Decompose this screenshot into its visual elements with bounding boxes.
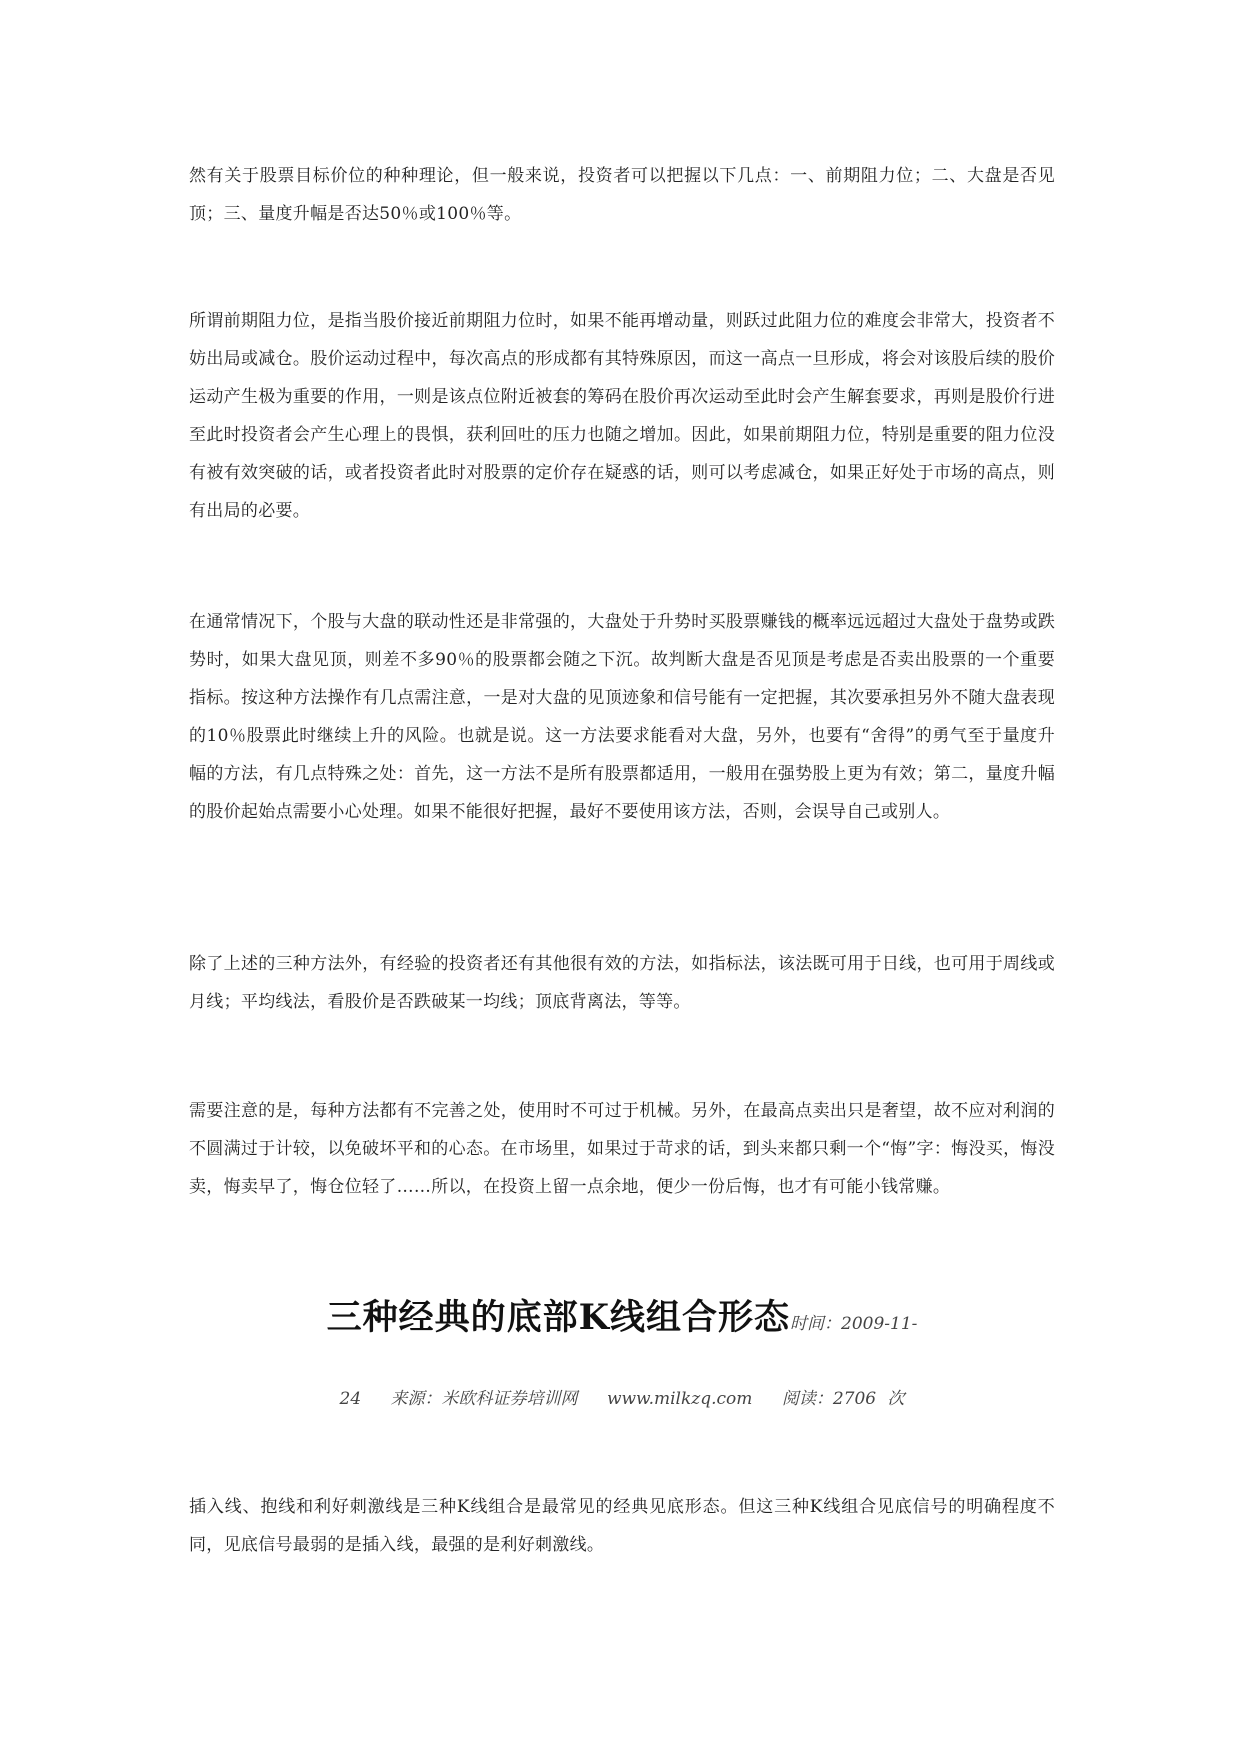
paragraph: 除了上述的三种方法外，有经验的投资者还有其他很有效的方法，如指标法，该法既可用于日线，也可用于周线或月线；平均线法，看股价是否跌破某一均线；顶底背离法，等等。 (189, 954, 1055, 1012)
paragraph: 在通常情况下，个股与大盘的联动性还是非常强的，大盘处于升势时买股票赚钱的概率远远超过大盘处于盘势或跌势时，如果大盘见顶，则差不多90％的股票都会随之下沉。故判断大盘是否见顶是考虑是否卖出股票的一个重要指标。按这种方法操作有几点需注意，一是对大盘的见顶迹象和信号能有一定把握，其次要承担另外不随大盘表现的10％股票此时继续上升的风险。也就是说。这一方法要求能看对大盘，另外，也要有“舍得”的勇气至于量度升幅的方法，有几点特殊之处：首先，这一方法不是所有股票都适用，一般用在强势股上更为有效；第二，量度升幅的股价起始点需要小心处理。如果不能很好把握，最好不要使用该方法，否则，会误导自己或别人。 (189, 612, 1055, 822)
article-time: 时间：2009-11- (790, 1314, 918, 1334)
paragraph: 所谓前期阻力位，是指当股价接近前期阻力位时，如果不能再增动量，则跃过此阻力位的难度会非常大，投资者不妨出局或减仓。股价运动过程中，每次高点的形成都有其特殊原因，而这一高点一旦形成，将会对该股后续的股价运动产生极为重要的作用，一则是该点位附近被套的筹码在股价再次运动至此时会产生解套要求，再则是股价行进至此时投资者会产生心理上的畏惧，获利回吐的压力也随之增加。因此，如果前期阻力位，特别是重要的阻力位没有被有效突破的话，或者投资者此时对股票的定价存在疑惑的话，则可以考虑减仓，如果正好处于市场的高点，则有出局的必要。 (189, 311, 1055, 521)
article-title: 三种经典的底部K线组合形态 (326, 1297, 791, 1338)
article-time-continued: 24 (339, 1389, 362, 1409)
article-heading (189, 1290, 1055, 1340)
paragraph: 插入线、抱线和利好刺激线是三种K线组合是最常见的经典见底形态。但这三种K线组合见底信号的明确程度不同，见底信号最弱的是插入线，最强的是利好刺激线。 (189, 1497, 1055, 1555)
paragraph: 然有关于股票目标价位的种种理论，但一般来说，投资者可以把握以下几点：一、前期阻力位；二、大盘是否见顶；三、量度升幅是否达50％或100％等。 (189, 166, 1055, 224)
article-source: 来源：米欧科证券培训网 (390, 1389, 578, 1409)
paragraph: 需要注意的是，每种方法都有不完善之处，使用时不可过于机械。另外，在最高点卖出只是奢望，故不应对利润的不圆满过于计较，以免破坏平和的心态。在市场里，如果过于苛求的话，到头来都只剩一个“悔”字：悔没买，悔没卖，悔卖早了，悔仓位轻了……所以，在投资上留一点余地，便少一份后悔，也才有可能小钱常赚。 (189, 1101, 1055, 1197)
article-url: www.milkzq.com (606, 1389, 753, 1409)
article-read-count: 阅读：2706 次 (781, 1389, 905, 1409)
article-meta (189, 1384, 1055, 1409)
